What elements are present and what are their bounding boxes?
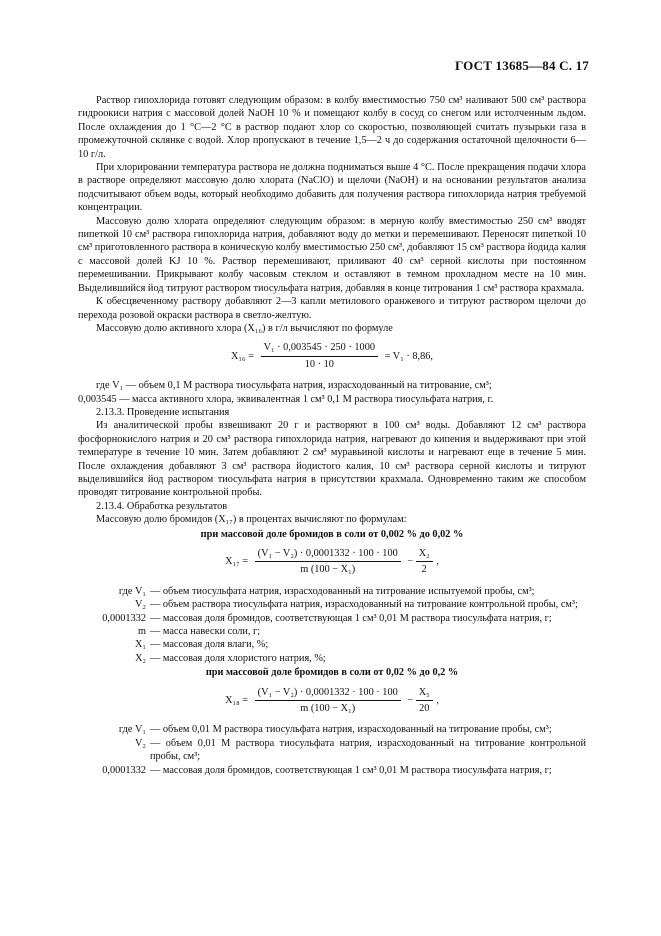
formula-x16-denominator: 10 · 10: [304, 358, 334, 370]
formula-x18-fraction2: [416, 686, 433, 716]
where-v1-x16: где V₁ — объем 0,1 М раствора тиосульфата натрия, израсходованный на титрование, см³;: [96, 380, 492, 392]
definition-symbol: V₂: [134, 599, 146, 611]
formula-x16-lhs: X₁₆ =: [231, 350, 254, 362]
paragraph-test-procedure: Из аналитической пробы взвешивают 20 г и растворяют в 100 см³ воды. Добавляют 12 см³ раствора фосфорнокислого натрия и 20 см³ раствора гипохлорида натрия, нагревают до кипения и выдерживают при этой температуре в течение 10 мин. Затем добавляют 2 см³ муравьиной кислоты и нагревают еще в течение 5 мин. После охлаждения добавляют 3 см³ раствора йодистого калия, 10 см³ раствора серной кислоты и титруют выделившийся йод раствором тиосульфата натрия в присутствии крахмала. Одновременно таким же способом проводят титрование контрольной пробы.: [78, 420, 586, 499]
definition-row: [118, 585, 586, 598]
formula-x18-tail: ,: [436, 694, 439, 706]
formula-x17-fraction2: [416, 547, 433, 577]
definition-text: — массовая доля бромидов, соответствующая 1 см³ 0,01 М раствора тиосульфата натрия, г;: [150, 764, 552, 776]
formula-x18-denominator2: 20: [419, 703, 430, 715]
formula-x16-fraction: [261, 341, 378, 371]
formula-x17-numerator2: X₂: [416, 547, 433, 562]
formula-x18-numerator2: X₅: [416, 686, 433, 701]
definition-row: [137, 625, 586, 638]
definition-symbol: 0,0001332: [102, 764, 146, 776]
definition-text: — объем 0,01 М раствора тиосульфата натрия, израсходованный на титрование контрольной пробы, см³;: [150, 737, 586, 763]
formula-x17-fraction: [255, 547, 401, 577]
definition-text: — массовая доля бромидов, соответствующая 1 см³ 0,01 М раствора тиосульфата натрия, г;: [150, 612, 552, 624]
definition-row: [102, 764, 586, 777]
formula-x18: [78, 686, 586, 716]
formula-x17-lhs: X₁₇ =: [225, 556, 249, 568]
formula-x17: [78, 547, 586, 577]
where-active-chlorine-mass: 0,003545 — масса активного хлора, эквивалентная 1 см³ 0,1 М раствора тиосульфата натрия, г.: [78, 393, 494, 405]
definition-symbol: X₂: [134, 652, 146, 664]
paragraph-chlorate-method: Массовую долю хлората определяют следующим образом: в мерную колбу вместимостью 250 см³ вводят пипеткой 10 см³ раствора гипохлорида натрия, добавляют воду до метки и перемешивают. Переносят пипеткой 10 см³ приготовленного раствора в коническую колбу вместимостью 250 см³, добавляют 15 см³ раствора йодида калия с массовой долей KJ 10 %. Раствор перемешивают, приливают 40 см³ серной кислоты при постоянном перемешивании. Прикрывают колбу часовым стеклом и оставляют в темном прохладном месте на 10 мин. Выделившийся йод титруют раствором тиосульфата натрия, добавляя в конце титрования 1 см³ раствора крахмала.: [78, 215, 586, 294]
definition-text: — массовая доля влаги, %;: [150, 639, 269, 651]
paragraph-hypochlorite-prep: Раствор гипохлорида готовят следующим образом: в колбу вместимостью 750 см³ наливают 500 см³ раствора гидроокиси натрия с массовой долей NaOH 10 % и помещают колбу в сосуд со снегом или истолченным льдом. После охлаждения до 1 °С—2 °С в раствор подают хлор со скоростью, позволяющей считать пузырьки газа в промежуточной склянке с водой. Хлор пропускают в течение 1,5—2 ч до содержания остаточной щелочности 6—10 г/л.: [78, 95, 586, 160]
paragraph-bromide-formulas: Массовую долю бромидов (X₁₇) в процентах вычисляют по формулам:: [96, 514, 407, 526]
formula-x18-fraction: [255, 686, 401, 716]
formula-x17-denominator: m (100 − X₁): [300, 564, 356, 576]
definition-row: [134, 638, 586, 651]
formula-x16: [78, 341, 586, 371]
formula-x17-denominator2: 2: [421, 564, 427, 576]
formula-x18-minus: −: [407, 694, 414, 706]
paragraph-titration-alkali: К обесцвеченному раствору добавляют 2—3 капли метилового оранжевого и титруют раствором щелочи до перехода розовой окраски раствора в светло-желтую.: [78, 296, 586, 321]
formula-x17-minus: −: [407, 556, 414, 568]
formula-x18-numerator: (V₁ − V₂) · 0,0001332 · 100 · 100: [255, 686, 401, 701]
heading-range-0002-002: при массовой доле бромидов в соли от 0,002 % до 0,02 %: [200, 528, 464, 540]
definition-row: [134, 652, 586, 665]
definition-symbol: где V₁: [118, 585, 146, 597]
section-2-13-3: 2.13.3. Проведение испытания: [96, 406, 230, 418]
formula-x18-lhs: X₁₈ =: [225, 694, 249, 706]
definition-text: — объем тиосульфата натрия, израсходованный на титрование испытуемой пробы, см³;: [150, 585, 535, 597]
definition-symbol: m: [137, 626, 146, 638]
section-2-13-4: 2.13.4. Обработка результатов: [96, 500, 228, 512]
paragraph-active-chlorine: Массовую долю активного хлора (X₁₆) в г/л вычисляют по формуле: [96, 322, 393, 334]
formula-x17-numerator: (V₁ − V₂) · 0,0001332 · 100 · 100: [255, 547, 401, 562]
definition-text: — объем раствора тиосульфата натрия, израсходованный на титрование контрольной пробы, см³;: [150, 599, 578, 611]
definition-symbol: где V₁: [118, 724, 146, 736]
heading-range-002-02: при массовой доле бромидов в соли от 0,02 % до 0,2 %: [205, 667, 459, 679]
definition-symbol: X₁: [134, 639, 146, 651]
formula-x16-numerator: V₁ · 0,003545 · 250 · 1000: [261, 341, 378, 356]
definition-row: [134, 598, 586, 611]
definitions-x18: [78, 723, 586, 777]
definitions-x17: [78, 585, 586, 665]
definition-row: [102, 612, 586, 625]
formula-x16-result: = V₁ · 8,86,: [384, 350, 433, 362]
document-body: [78, 94, 586, 777]
definition-text: — массовая доля хлористого натрия, %;: [150, 652, 326, 664]
definition-symbol: V₂: [134, 737, 146, 749]
definition-text: — масса навески соли, г;: [150, 626, 261, 638]
formula-x18-denominator: m (100 − X₁): [300, 703, 356, 715]
page-header: ГОСТ 13685—84 С. 17: [455, 58, 589, 73]
paragraph-chlorination: При хлорировании температура раствора не должна подниматься выше 4 °С. После прекращения подачи хлора в растворе определяют массовую долю хлората (NaClO) и щелочи (NaOH) и на основании результатов анализа подсчитывают объем воды, который необходимо добавить для получения раствора гипохлорида натрия требуемой концентрации.: [78, 162, 586, 214]
formula-x17-tail: ,: [436, 556, 439, 568]
definition-symbol: 0,0001332: [102, 612, 146, 624]
definition-row: [134, 737, 586, 764]
definition-text: — объем 0,01 М раствора тиосульфата натрия, израсходованный на титрование пробы, см³;: [150, 724, 552, 736]
definition-row: [118, 723, 586, 736]
